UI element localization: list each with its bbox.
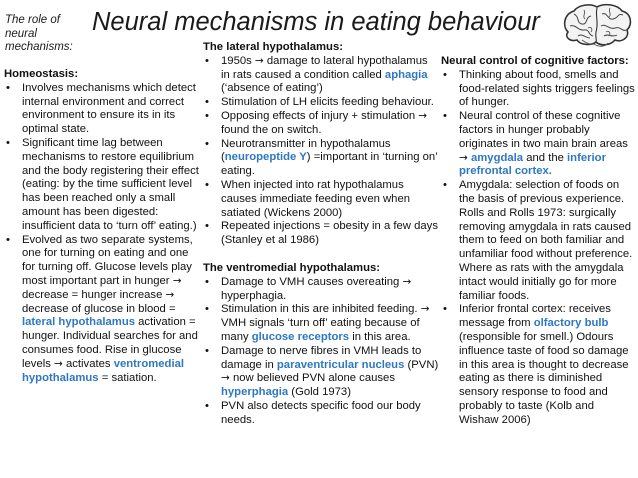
bullet-item — [441, 179, 635, 303]
page-title: Neural mechanisms in eating behaviour — [92, 8, 540, 36]
highlighted-term: aphagia — [384, 68, 428, 81]
bullet-item — [203, 345, 439, 400]
bullet-text: Repeated injections = obesity in a few days (Stanley et al 1986) — [221, 220, 438, 247]
bullet-text: damage to lateral hypothalamus in rats caused a condition called — [221, 54, 428, 81]
bullet-text: hyperphagia. — [221, 289, 287, 302]
homeostasis-list — [4, 82, 200, 386]
bullet-item — [203, 276, 439, 304]
arrow-symbol: → — [221, 372, 230, 385]
bullet-text: found the on switch. — [221, 123, 322, 136]
brain-icon — [560, 2, 634, 48]
lateral-hypothalamus-list — [203, 55, 439, 248]
highlighted-term: hyperphagia — [221, 386, 289, 399]
bullet-text: (responsible for smell.) Odours influence taste of food so damage in this area is thought to decrease eating as there is diminished sensory response to food and probably to taste (Kolb and Wishaw 2006) — [459, 330, 629, 426]
bullet-text: PVN also detects specific food our body needs. — [221, 399, 421, 426]
corner-note: The role of neural mechanisms: — [5, 14, 73, 54]
lateral-hypothalamus-heading: The lateral hypothalamus: — [203, 41, 343, 53]
cognitive-factors-list — [441, 69, 635, 428]
highlighted-term: lateral hypothalamus — [22, 316, 136, 329]
bullet-text: Opposing effects of injury + stimulation — [221, 109, 419, 122]
bullet-text: (Gold 1973) — [288, 386, 351, 399]
bullet-item — [203, 55, 439, 96]
highlighted-term: olfactory bulb — [533, 317, 609, 330]
bullet-text: (‘absence of eating’) — [221, 82, 323, 95]
bullet-item — [203, 138, 439, 179]
highlighted-term: ventromedial hypothalamus — [22, 357, 185, 384]
arrow-symbol: → — [254, 54, 264, 67]
bullet-text: = satiation. — [98, 371, 157, 384]
bullet-text: VMH signals ‘turn off’ eating because of many — [221, 317, 420, 343]
arrow-symbol: → — [418, 109, 428, 122]
bullet-text: 1950s — [221, 54, 255, 67]
bullet-text: Damage to nerve fibres in VMH leads to damage in — [221, 344, 422, 371]
bullet-text: Inferior frontal cortex: receives message from — [459, 303, 611, 330]
arrow-symbol: → — [420, 303, 430, 316]
cognitive-column — [441, 55, 635, 428]
bullet-text: activates — [62, 357, 114, 370]
bullet-item — [441, 303, 635, 427]
bullet-item — [4, 234, 200, 386]
arrow-symbol: → — [165, 288, 175, 301]
bullet-text: Involves mechanisms which detect internal environment and correct environment to ensure its in its optimal state. — [22, 81, 196, 136]
arrow-symbol: → — [459, 151, 468, 164]
bullet-text: decrease of glucose in blood = — [22, 302, 176, 315]
bullet-text: decrease = hunger increase — [22, 288, 166, 301]
bullet-item — [441, 110, 635, 179]
bullet-item — [203, 220, 439, 248]
homeostasis-column — [4, 68, 200, 385]
bullet-text: Damage to VMH causes overeating — [221, 275, 403, 288]
ventromedial-hypothalamus-list — [203, 276, 439, 428]
hypothalamus-column — [203, 41, 439, 428]
arrow-symbol: → — [54, 357, 63, 370]
bullet-text: in this area. — [349, 330, 411, 343]
bullet-item — [4, 82, 200, 137]
bullet-text: Stimulation of LH elicits feeding behaviour. — [221, 96, 434, 109]
bullet-text: Neurotransmitter in hypothalamus ( — [221, 137, 391, 164]
highlighted-term: neuropeptide Y — [224, 151, 307, 164]
bullet-text: Significant time lag between mechanisms to restore equilibrium and the body registering their effect (eating: by the time sufficient level has been reached only a small amount has been digested: insufficient data to ‘turn off’ eating.) — [22, 136, 199, 232]
highlighted-term: glucose receptors — [251, 330, 350, 343]
bullet-item — [441, 69, 635, 110]
bullet-text: Thinking about food, smells and food-related sights triggers feelings of hunger. — [459, 68, 635, 109]
highlighted-term: paraventricular nucleus — [276, 358, 405, 371]
bullet-text: and the — [523, 151, 568, 164]
bullet-text: activation = hunger. Individual searches for and consumes food. Rise in glucose levels — [22, 316, 198, 370]
bullet-text: (PVN) — [404, 358, 439, 371]
bullet-item — [203, 179, 439, 220]
highlighted-term: amygdala — [470, 151, 524, 164]
highlighted-term: inferior prefrontal cortex. — [459, 151, 606, 178]
bullet-text: now believed PVN alone causes — [229, 372, 395, 385]
arrow-symbol: → — [172, 274, 182, 287]
bullet-text: When injected into rat hypothalamus causes immediate feeding even when satiated (Wickens 2000) — [221, 178, 411, 219]
bullet-text: ) =important in ‘turning on’ eating. — [221, 151, 438, 178]
homeostasis-heading: Homeostasis: — [4, 68, 79, 80]
bullet-text: Evolved as two separate systems, one for turning on eating and one for turning off. Glucose levels play most important part in hunger — [22, 233, 193, 287]
bullet-item — [203, 110, 439, 138]
cognitive-factors-heading: Neural control of cognitive factors: — [441, 55, 629, 67]
bullet-item — [203, 303, 439, 344]
bullet-text: Stimulation in this are inhibited feeding. — [221, 303, 421, 316]
arrow-symbol: → — [402, 275, 412, 288]
ventromedial-hypothalamus-heading: The ventromedial hypothalamus: — [203, 261, 381, 274]
bullet-item — [203, 96, 439, 110]
bullet-item — [203, 400, 439, 428]
bullet-text: Neural control of these cognitive factors in hunger probably originates in two main brain areas — [459, 110, 628, 150]
bullet-text: Amygdala: selection of foods on the basis of previous experience. Rolls and Rolls 1973: surgically removing amygdala in rats caused them to feed on both familiar and unfamiliar food without preference. Where as rats with the amygdala intact would initially go for more familiar foods. — [459, 179, 633, 302]
bullet-item — [4, 137, 200, 234]
